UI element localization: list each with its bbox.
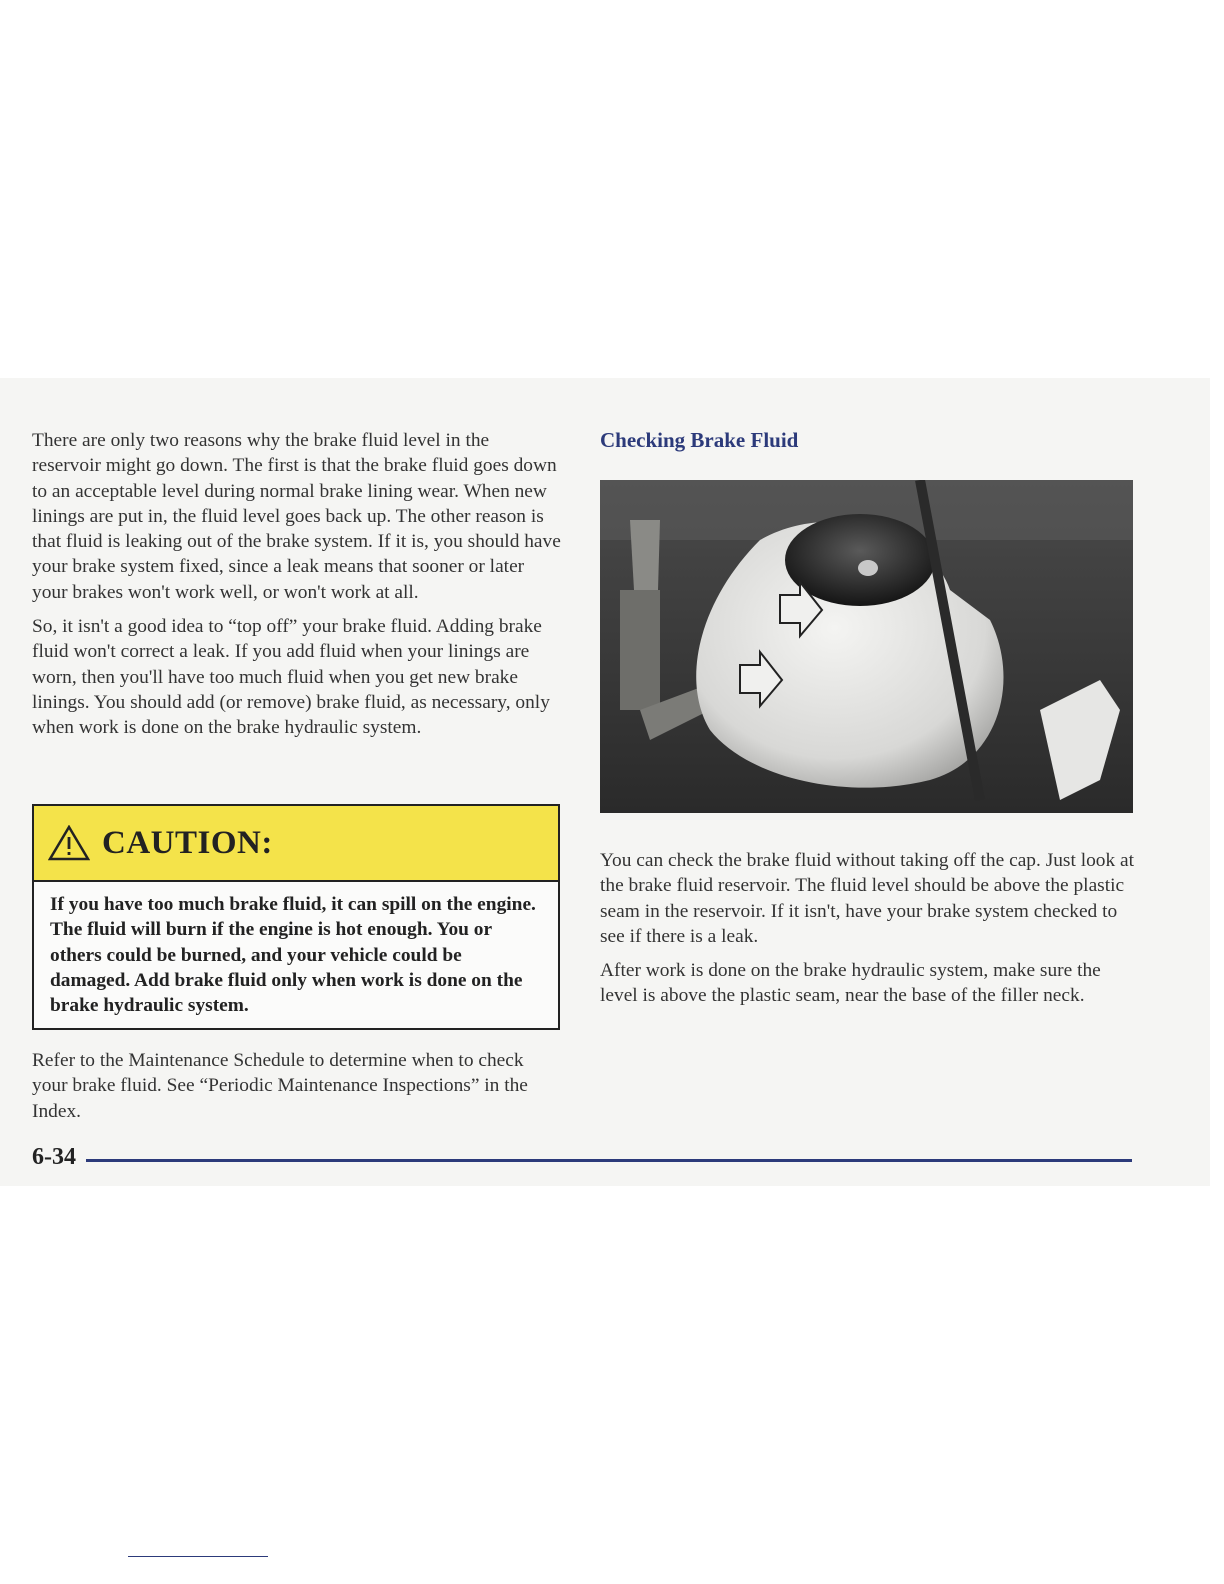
right-text-block — [600, 848, 1135, 1018]
brake-reservoir-photo — [600, 480, 1133, 813]
caution-title: CAUTION: — [102, 824, 273, 861]
paragraph-top-off: So, it isn't a good idea to “top off” your brake fluid. Adding brake fluid won't correct a leak. If you add fluid when your linings are worn, then you'll have too much fluid when you get new brake linings. You should add (or remove) brake fluid, as necessary, only when work is done on the brake hydraulic system. — [32, 616, 550, 739]
paragraph-after-work: After work is done on the brake hydraulic system, make sure the level is above the plastic seam, near the base of the filler neck. — [600, 960, 1101, 1007]
reservoir-illustration — [600, 480, 1133, 813]
footer-rule — [86, 1159, 1132, 1162]
paragraph-check-fluid: You can check the brake fluid without taking off the cap. Just look at the brake fluid reservoir. The fluid level should be above the plastic seam in the reservoir. If it isn't, have your brake system checked to see if there is a leak. — [600, 850, 1135, 947]
caution-box — [32, 804, 560, 1030]
right-column — [600, 428, 1135, 453]
paragraph-refer: Refer to the Maintenance Schedule to determine when to check your brake fluid. See “Periodic Maintenance Inspections” in the Index. — [32, 1050, 528, 1122]
page-footer — [32, 1140, 1132, 1174]
caution-text: If you have too much brake fluid, it can spill on the engine. The fluid will burn if the engine is hot enough. You or others could be burned, and your vehicle could be damaged. Add brake fluid only when work is done on the brake hydraulic system. — [50, 894, 536, 1017]
refer-paragraph-block — [32, 1048, 562, 1133]
caution-header — [34, 806, 558, 882]
paragraph-fluid-level: There are only two reasons why the brake fluid level in the reservoir might go down. The first is that the brake fluid goes down to an acceptable level during normal brake lining wear. When new linings are put in, the fluid level goes back up. The other reason is that fluid is leaking out of the brake system. If it is, you should have your brake system fixed, since a leak means that sooner or later your brakes won't work well, or won't work at all. — [32, 430, 561, 603]
warning-triangle-icon — [48, 825, 90, 861]
left-column — [32, 428, 562, 750]
bottom-rule — [128, 1556, 268, 1557]
section-heading: Checking Brake Fluid — [600, 428, 799, 452]
page-number: 6-34 — [32, 1143, 76, 1170]
